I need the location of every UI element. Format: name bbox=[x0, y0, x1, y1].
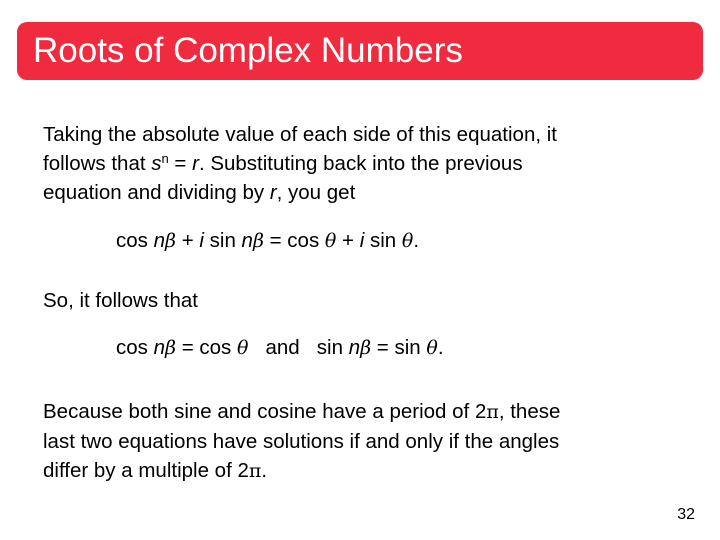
var-n: n bbox=[153, 336, 166, 359]
text: . bbox=[413, 229, 420, 252]
text: = bbox=[168, 152, 193, 175]
equation-1 bbox=[116, 226, 419, 256]
exponent-n: n bbox=[161, 151, 169, 166]
beta-symbol: β bbox=[360, 337, 372, 359]
theta-symbol: θ bbox=[324, 230, 337, 252]
paragraph-3 bbox=[43, 397, 560, 486]
text: sin bbox=[364, 229, 402, 252]
text: cos bbox=[116, 229, 154, 252]
slide-title: Roots of Complex Numbers bbox=[33, 31, 463, 70]
pi-symbol: π bbox=[248, 460, 262, 482]
text: . bbox=[261, 459, 268, 482]
text: + bbox=[176, 229, 200, 252]
var-n: n bbox=[153, 229, 166, 252]
text: . bbox=[437, 336, 444, 359]
theta-symbol: θ bbox=[401, 230, 414, 252]
text: = sin bbox=[371, 336, 427, 359]
paragraph-2: So, it follows that bbox=[43, 289, 198, 312]
text: equation and dividing by bbox=[43, 181, 270, 204]
paragraph-3-line-2: last two equations have solutions if and only if the angles bbox=[43, 430, 560, 453]
theta-symbol: θ bbox=[236, 337, 249, 359]
text: sin bbox=[203, 229, 242, 252]
text: and sin bbox=[248, 336, 349, 359]
title-bar bbox=[17, 22, 703, 80]
paragraph-1 bbox=[43, 120, 557, 207]
paragraph-1-line-2 bbox=[43, 149, 557, 178]
paragraph-3-line-1 bbox=[43, 397, 560, 427]
beta-symbol: β bbox=[252, 230, 264, 252]
page-number: 32 bbox=[677, 506, 695, 523]
equation-2 bbox=[116, 333, 444, 363]
text: = cos bbox=[176, 336, 237, 359]
var-r: r bbox=[269, 181, 277, 204]
paragraph-3-line-3 bbox=[43, 456, 560, 486]
var-r: r bbox=[192, 152, 199, 175]
text: = cos bbox=[263, 229, 325, 252]
var-n: n bbox=[348, 336, 361, 359]
text: follows that bbox=[43, 152, 152, 175]
text: . Substituting back into the previous bbox=[198, 152, 523, 175]
pi-symbol: π bbox=[486, 401, 499, 423]
beta-symbol: β bbox=[165, 337, 176, 359]
beta-symbol: β bbox=[165, 230, 176, 252]
text: Because both sine and cosine have a period of 2 bbox=[43, 400, 487, 423]
var-i: i bbox=[199, 229, 204, 252]
paragraph-1-line-3 bbox=[43, 178, 557, 207]
var-s: s bbox=[151, 152, 162, 175]
text: cos bbox=[116, 336, 154, 359]
var-n: n bbox=[241, 229, 253, 252]
text: + bbox=[336, 229, 360, 252]
text: , you get bbox=[276, 181, 356, 204]
var-i: i bbox=[359, 229, 365, 252]
text: differ by a multiple of 2 bbox=[43, 459, 249, 482]
paragraph-1-line-1: Taking the absolute value of each side of this equation, it bbox=[43, 123, 557, 146]
text: , these bbox=[498, 400, 561, 423]
theta-symbol: θ bbox=[426, 337, 438, 359]
